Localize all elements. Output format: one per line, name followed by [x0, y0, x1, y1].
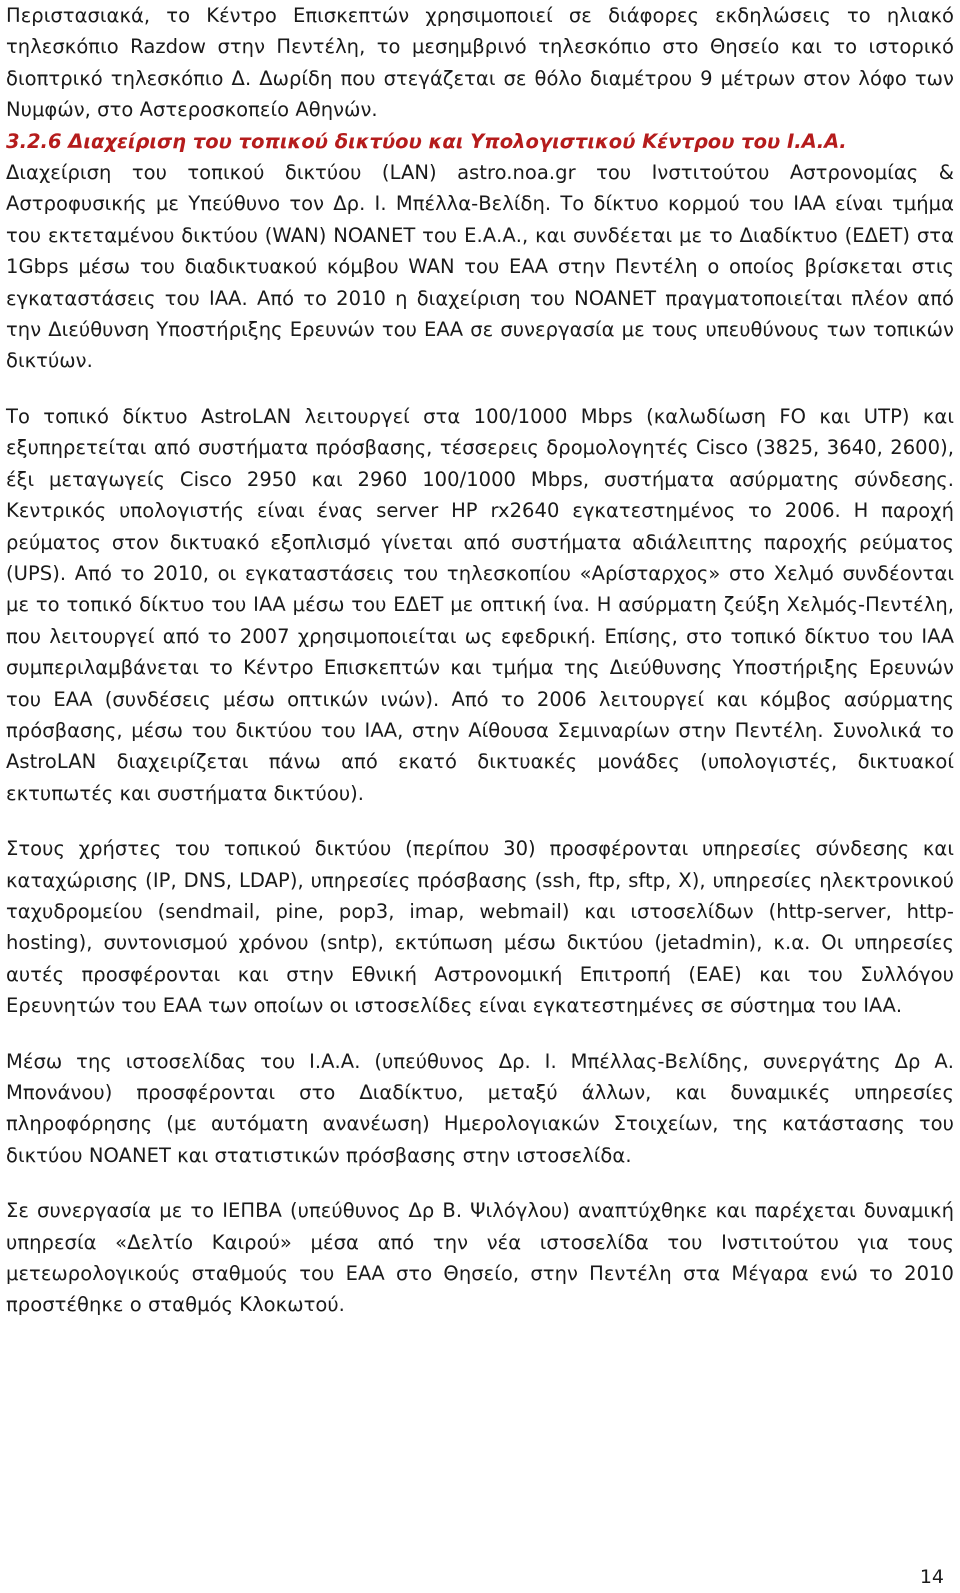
- weather-paragraph: Σε συνεργασία με το ΙΕΠΒΑ (υπεύθυνος Δρ Β. Ψιλόγλου) αναπτύχθηκε και παρέχεται δυναμική υπηρεσία «Δελτίο Καιρού» μέσα από την νέα ιστοσελίδα του Ινστιτούτου για τους μετεωρολογικούς σταθμούς του ΕΑΑ στο Θησείο, στην Πεντέλη στα Μέγαρα ενώ το 2010 προστέθηκε ο σταθμός Κλοκωτού.: [6, 1199, 954, 1317]
- website-paragraph: Μέσω της ιστοσελίδας του Ι.Α.Α. (υπεύθυνος Δρ. Ι. Μπέλλας-Βελίδης, συνεργάτης Δρ Α. Μπονάνου) προσφέρονται στο Διαδίκτυο, μεταξύ άλλων, και δυναμικές υπηρεσίες πληροφόρησης (με αυτόματη ανανέωση) Ημερολογιακών Στοιχείων, της κατάστασης του δικτύου NOANET και στατιστικών πρόσβασης στην ιστοσελίδα.: [6, 1049, 954, 1167]
- services-paragraph: Στους χρήστες του τοπικού δικτύου (περίπου 30) προσφέρονται υπηρεσίες σύνδεσης και καταχώρισης (IP, DNS, LDAP), υπηρεσίες πρόσβασης (ssh, ftp, sftp, X), υπηρεσίες ηλεκτρονικού ταχυδρομείου (sendmail, pine, pop3, imap, webmail) και ιστοσελίδων (http-server, http-hosting), συντονισμού χρόνου (sntp), εκτύπωση μέσω δικτύου (jetadmin), κ.α. Οι υπηρεσίες αυτές προσφέρονται και στην Εθνική Αστρονομική Επιτροπή (ΕΑΕ) και του Συλλόγου Ερευνητών του ΕΑΑ των οποίων οι ιστοσελίδες είναι εγκατεστημένες σε σύστημα του ΙΑΑ.: [6, 837, 954, 1018]
- intro-paragraph: Περιστασιακά, το Κέντρο Επισκεπτών χρησιμοποιεί σε διάφορες εκδηλώσεις το ηλιακό τηλεσκόπιο Razdow στην Πεντέλη, το μεσημβρινό τηλεσκόπιο στο Θησείο και το ιστορικό διοπτρικό τηλεσκόπιο Δ. Δωρίδη που στεγάζεται σε θόλο διαμέτρου 9 μέτρων στον λόφο των Νυμφών, στο Αστεροσκοπείο Αθηνών.: [6, 4, 954, 122]
- paragraph-spacer: [6, 1022, 954, 1046]
- lan-management-paragraph: Διαχείριση του τοπικού δικτύου (LAN) astro.noa.gr του Ινστιτούτου Αστρονομίας & Αστροφυσικής με Υπεύθυνο τον Δρ. Ι. Μπέλλα-Βελίδη. Το δίκτυο κορμού του ΙΑΑ είναι τμήμα του εκτεταμένου δικτύου (WAN) NOANET του Ε.Α.Α., και συνδέεται με το Διαδίκτυο (ΕΔΕΤ) στα 1Gbps μέσω του διαδικτυακού κόμβου WAN του ΕΑΑ στην Πεντέλη ο οποίος βρίσκεται στις εγκαταστάσεις του ΙΑΑ. Από το 2010 η διαχείριση του NOANET πραγματοποιείται πλέον από την Διεύθυνση Υποστήριξης Ερευνών του ΕΑΑ σε συνεργασία με τους υπευθύνους των τοπικών δικτύων.: [6, 161, 954, 373]
- paragraph-spacer: [6, 809, 954, 833]
- paragraph-spacer: [6, 1171, 954, 1195]
- section-heading: 3.2.6 Διαχείριση του τοπικού δικτύου και Υπολογιστικού Κέντρου του Ι.Α.Α.: [6, 129, 847, 153]
- astrolan-paragraph: Το τοπικό δίκτυο AstroLAN λειτουργεί στα 100/1000 Mbps (καλωδίωση FO και UTP) και εξυπηρετείται από συστήματα πρόσβασης, τέσσερεις δρομολογητές Cisco (3825, 3640, 2600), έξι μεταγωγείς Cisco 2950 και 2960 100/1000 Mbps, συστήματα ασύρματης σύνδεσης. Κεντρικός υπολογιστής είναι ένας server HP rx2640 εγκατεστημένος το 2006. Η παροχή ρεύματος στον δικτυακό εξοπλισμό γίνεται από συστήματα αδιάλειπτης παροχής ρεύματος (UPS). Από το 2010, οι εγκαταστάσεις του τηλεσκοπίου «Αρίσταρχος» στο Χελμό συνδέονται με το τοπικό δίκτυο του ΙΑΑ μέσω του ΕΔΕΤ με οπτική ίνα. Η ασύρματη ζεύξη Χελμός-Πεντέλη, που λειτουργεί από το 2007 χρησιμοποιείται ως εφεδρική. Επίσης, στο τοπικό δίκτυο του ΙΑΑ συμπεριλαμβάνεται το Κέντρο Επισκεπτών και τμήμα της Διεύθυνσης Υποστήριξης Ερευνών του ΕΑΑ (συνδέσεις μέσω οπτικών ινών). Από το 2006 λειτουργεί και κόμβος ασύρματης πρόσβασης, μέσω του δικτύου του ΙΑΑ, στην Αίθουσα Σεμιναρίων στην Πεντέλη. Συνολικά το AstroLAN διαχειρίζεται πάνω από εκατό δικτυακές μονάδες (υπολογιστές, δικτυακοί εκτυπωτές και συστήματα δικτύου).: [6, 404, 954, 805]
- document-page: [6, 0, 954, 1321]
- paragraph-spacer: [6, 377, 954, 401]
- page-number: 14: [919, 1566, 944, 1588]
